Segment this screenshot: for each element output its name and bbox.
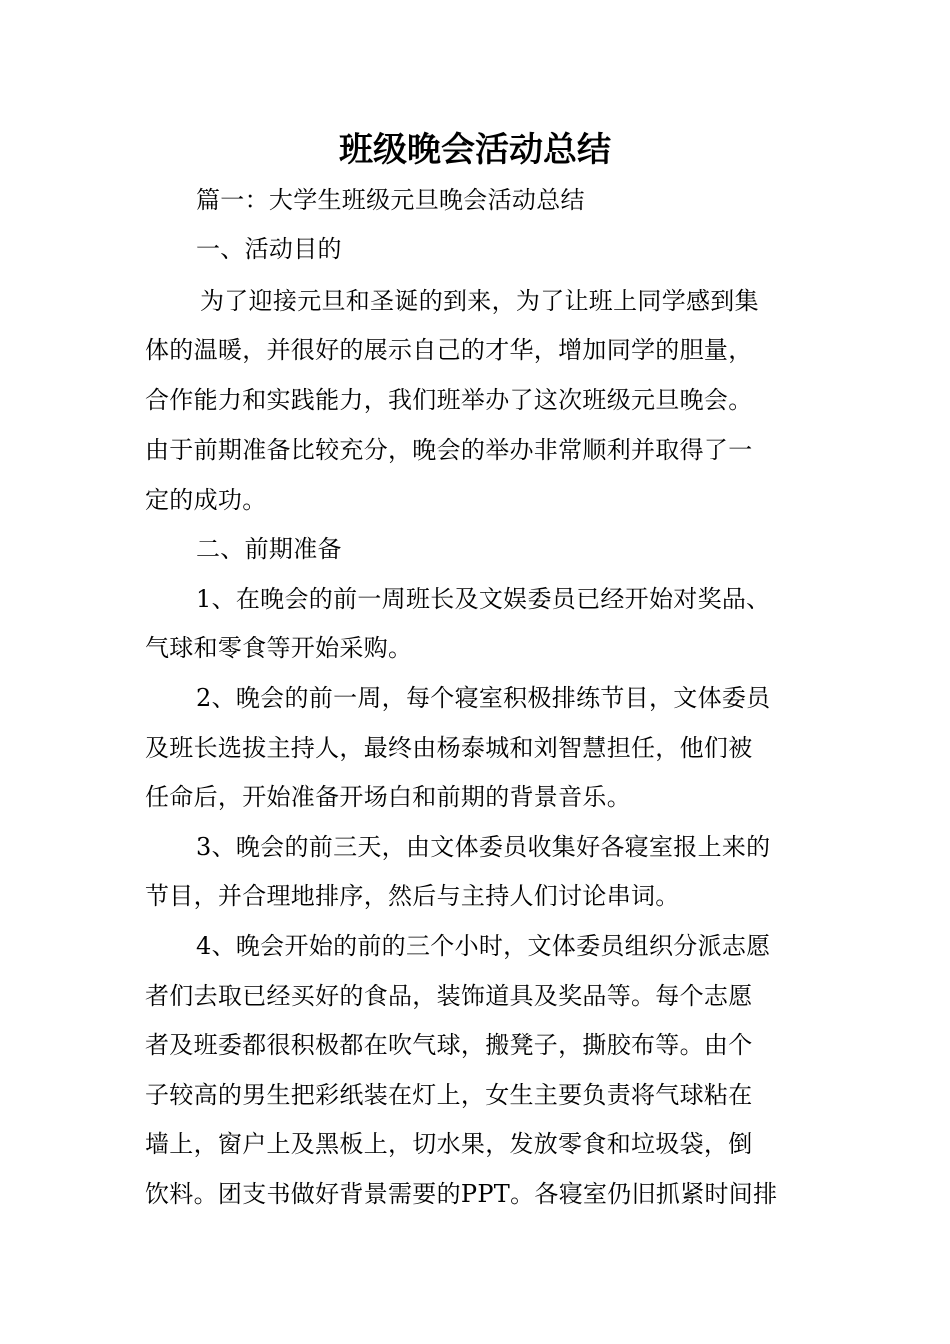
list-item-line: 节目，并合理地排序，然后与主持人们讨论串词。: [145, 882, 680, 910]
section-heading-preparation: 二、前期准备: [196, 535, 342, 563]
list-item-line: 1、在晚会的前一周班长及文娱委员已经开始对奖品、: [196, 585, 771, 613]
paragraph-line: 由于前期准备比较充分，晚会的举办非常顺利并取得了一: [145, 436, 753, 464]
section-heading-purpose: 一、活动目的: [196, 235, 342, 263]
list-item-line: 者们去取已经买好的食品，装饰道具及奖品等。每个志愿: [145, 982, 753, 1010]
list-item-line: 墙上，窗户上及黑板上，切水果，发放零食和垃圾袋，倒: [145, 1130, 753, 1158]
paragraph-line: 定的成功。: [145, 486, 267, 514]
list-item-line: 4、晚会开始的前的三个小时，文体委员组织分派志愿: [196, 932, 771, 960]
list-item-line: 及班长选拔主持人，最终由杨泰城和刘智慧担任，他们被: [145, 734, 753, 762]
list-item-line: 任命后，开始准备开场白和前期的背景音乐。: [145, 783, 631, 811]
list-item-line: 气球和零食等开始采购。: [145, 634, 413, 662]
list-item-line: 3、晚会的前三天，由文体委员收集好各寝室报上来的: [196, 833, 771, 861]
list-item-line: 者及班委都很积极都在吹气球，搬凳子，撕胶布等。由个: [145, 1031, 753, 1059]
document-title: 班级晚会活动总结: [339, 130, 611, 170]
list-item-line: 子较高的男生把彩纸装在灯上，女生主要负责将气球粘在: [145, 1081, 753, 1109]
paragraph-line: 合作能力和实践能力，我们班举办了这次班级元旦晚会。: [145, 386, 753, 414]
list-item-line: 饮料。团支书做好背景需要的PPT。各寝室仍旧抓紧时间排: [145, 1180, 778, 1208]
paragraph-line: 体的温暖，并很好的展示自己的才华，增加同学的胆量，: [145, 336, 753, 364]
document-subtitle: 篇一：大学生班级元旦晚会活动总结: [196, 186, 585, 214]
paragraph-line: 为了迎接元旦和圣诞的到来，为了让班上同学感到集: [200, 287, 759, 315]
list-item-line: 2、晚会的前一周，每个寝室积极排练节目，文体委员: [196, 684, 771, 712]
